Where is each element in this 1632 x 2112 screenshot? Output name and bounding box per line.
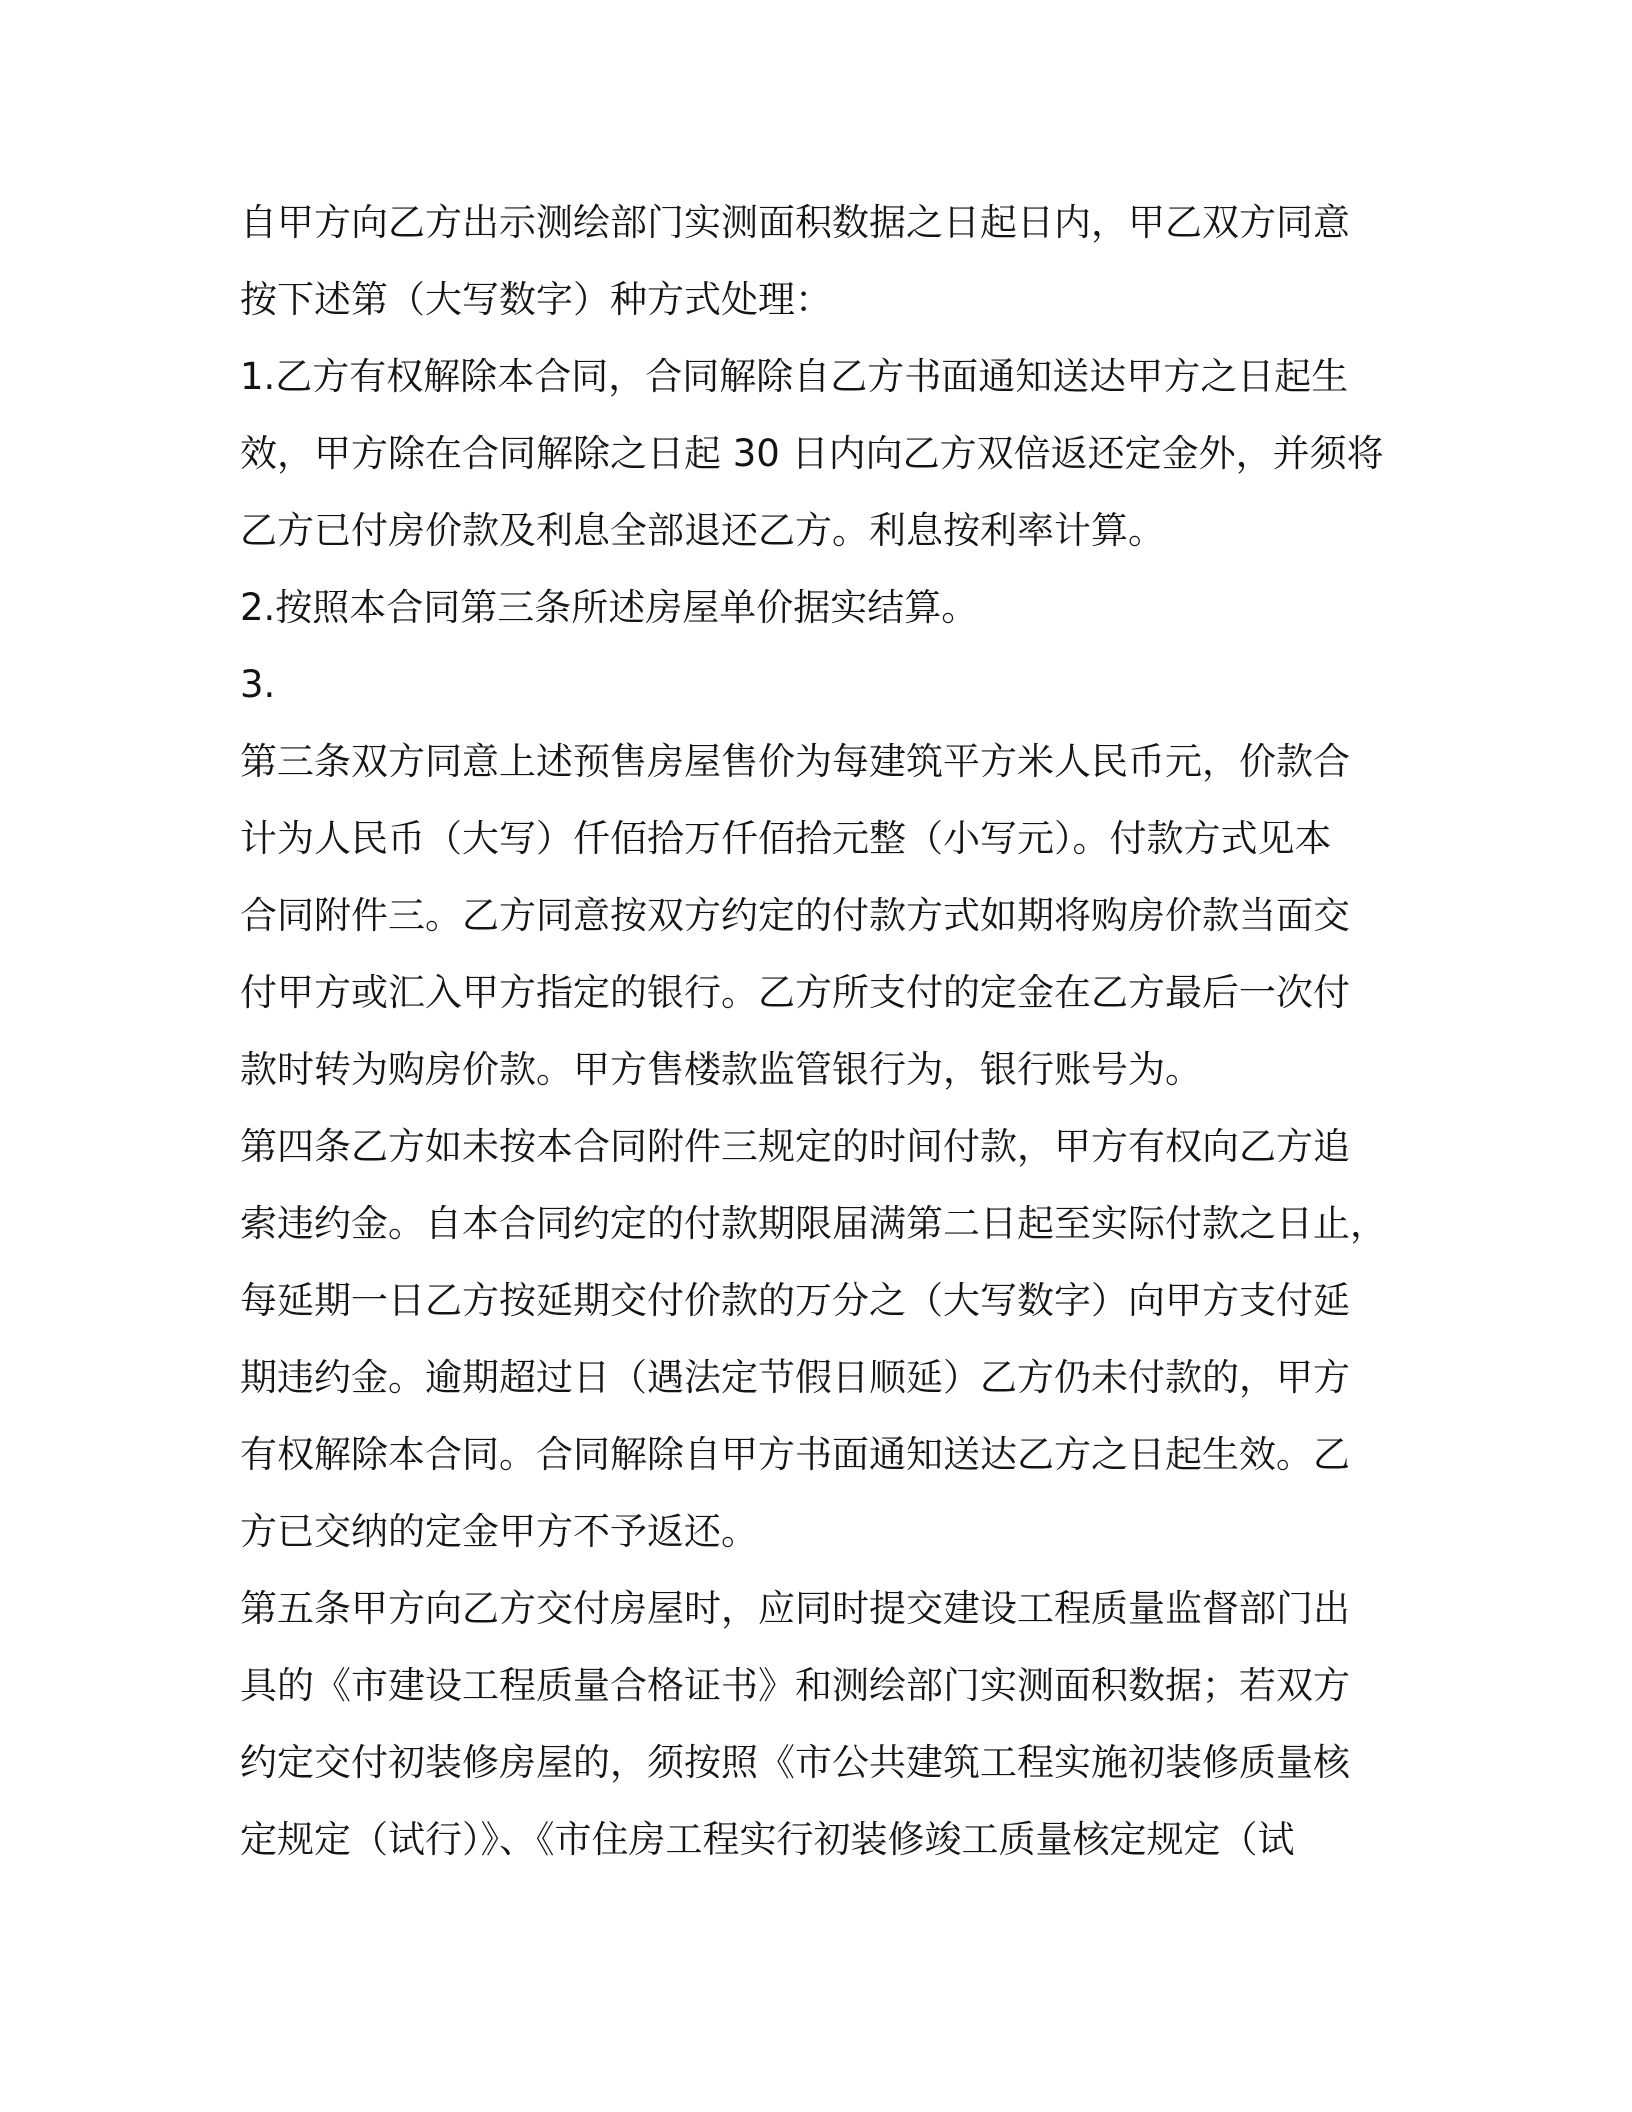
text-line: 第五条甲方向乙方交付房屋时，应同时提交建设工程质量监督部门出 [240, 1587, 1350, 1630]
text-line: 效，甲方除在合同解除之日起 30 日内向乙方双倍返还定金外，并须将 [240, 432, 1384, 475]
text-line: 第四条乙方如未按本合同附件三规定的时间付款，甲方有权向乙方追 [240, 1125, 1350, 1168]
text-line: 期违约金。逾期超过日（遇法定节假日顺延）乙方仍未付款的，甲方 [240, 1356, 1350, 1399]
text-line: 2.按照本合同第三条所述房屋单价据实结算。 [240, 586, 979, 629]
text-line: 合同附件三。乙方同意按双方约定的付款方式如期将购房价款当面交 [240, 894, 1350, 937]
text-line: 自甲方向乙方出示测绘部门实测面积数据之日起日内，甲乙双方同意 [240, 201, 1350, 244]
text-line: 款时转为购房价款。甲方售楼款监管银行为，银行账号为。 [240, 1048, 1202, 1091]
text-line: 3. [240, 663, 276, 706]
text-line: 乙方已付房价款及利息全部退还乙方。利息按利率计算。 [240, 509, 1165, 552]
text-line: 按下述第（大写数字）种方式处理： [240, 278, 832, 321]
text-line: 定规定（试行）》、《市住房工程实行初装修竣工质量核定规定（试 [240, 1818, 1295, 1861]
text-line: 约定交付初装修房屋的，须按照《市公共建筑工程实施初装修质量核 [240, 1741, 1350, 1784]
text-line: 有权解除本合同。合同解除自甲方书面通知送达乙方之日起生效。乙 [240, 1433, 1350, 1476]
text-line: 索违约金。自本合同约定的付款期限届满第二日起至实际付款之日止， [240, 1202, 1387, 1245]
text-line: 方已交纳的定金甲方不予返还。 [240, 1510, 758, 1553]
text-line: 第三条双方同意上述预售房屋售价为每建筑平方米人民币元，价款合 [240, 740, 1350, 783]
text-line: 具的《市建设工程质量合格证书》和测绘部门实测面积数据；若双方 [240, 1664, 1350, 1707]
text-line: 每延期一日乙方按延期交付价款的万分之（大写数字）向甲方支付延 [240, 1279, 1350, 1322]
contract-body-text [240, 184, 1400, 1878]
text-line: 付甲方或汇入甲方指定的银行。乙方所支付的定金在乙方最后一次付 [240, 971, 1350, 1014]
text-line: 1.乙方有权解除本合同，合同解除自乙方书面通知送达甲方之日起生 [240, 355, 1349, 398]
text-line: 计为人民币（大写）仟佰拾万仟佰拾元整（小写元）。付款方式见本 [240, 817, 1332, 860]
